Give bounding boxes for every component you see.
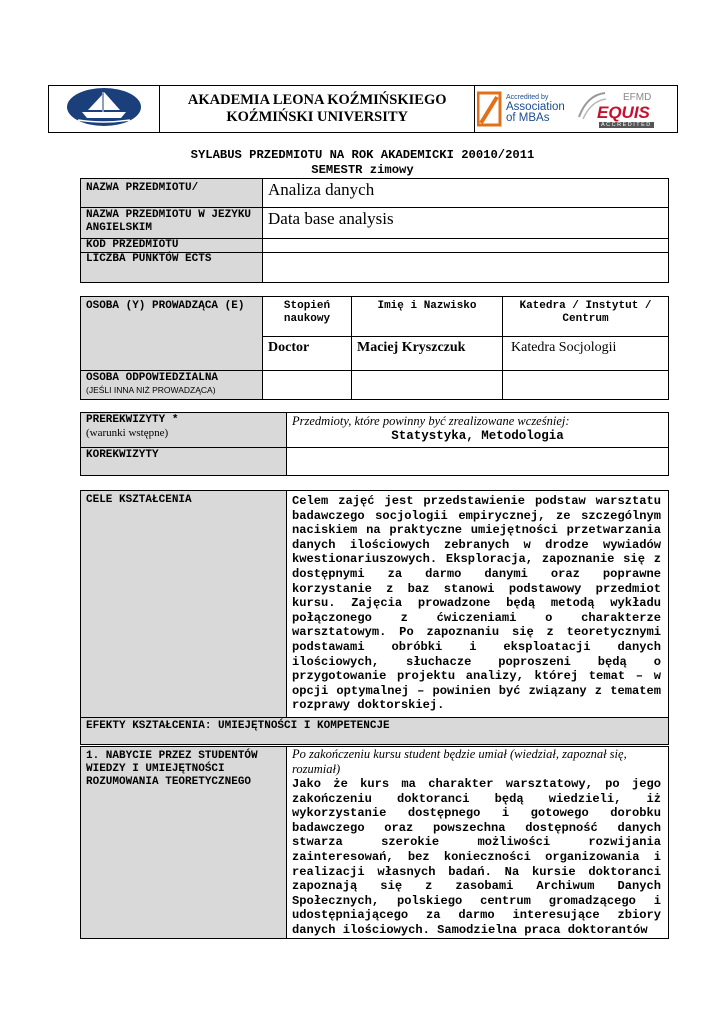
degree-header-cell	[263, 297, 352, 337]
amba-logo	[477, 91, 571, 127]
university-name-en: KOŹMIŃSKI UNIVERSITY	[226, 109, 409, 125]
kozminski-logo	[66, 87, 142, 127]
course-name-label-cell	[81, 179, 263, 208]
syllabus-title-line2: SEMESTR zimowy	[311, 163, 414, 177]
coreq-value-cell	[287, 448, 669, 476]
responsible-dept-cell	[503, 371, 669, 400]
outcome-item1-label: 1. NABYCIE PRZEZ STUDENTÓW WIEDZY I UMIEJĘTNOŚCI ROZUMOWANIA TEORETYCZNEGO	[86, 750, 258, 788]
responsible-degree-cell	[263, 371, 352, 400]
dept-value-cell	[503, 337, 669, 371]
logo-cell	[49, 86, 160, 133]
prereq-label-cell	[81, 413, 287, 448]
amba-name-line2: of MBAs	[506, 112, 550, 124]
goals-label-cell	[81, 491, 287, 718]
dept-header-cell	[503, 297, 669, 337]
prereq-table	[80, 412, 669, 476]
goals-text: Celem zajęć jest przedstawienie podstaw warsztatu badawczego socjologii empirycznej, ze szczególnym naciskiem na praktyczne umiejętności przetwarzania danych ilościowych zebranych w drodze wywiadów kwestionariuszowych. Eksploracja, zapoznanie się z dostępnymi za darmo danymi oraz poprawne korzystanie z baz stanowi podstawowy przedmiot kursu. Zajęcia prowadzone będą metodą wykładu połączonego z ćwiczeniami o charakterze warsztatowym. Po zapoznaniu się z teoretycznymi podstawami obróbki i eksploatacji danych ilościowych, słuchacze poproszeni będą o przygotowanie projektu analizy, której temat – w opcji optymalnej – powinien być związany z tematem rozprawy doktorskiej.	[292, 494, 661, 713]
efmd-label: EFMD	[623, 92, 652, 103]
lecturer-name: Maciej Kryszczuk	[357, 340, 466, 355]
outcome-item1-text: Jako że kurs ma charakter warsztatowy, po jego zakończeniu doktoranci będą wiedzieli, iż wykorzystanie dostępnego i gotowego dorobku badawczego oraz powszechna dostępność danych stwarza szerokie możliwości rozwijania zainteresowań, bez konieczności organizowania i realizacji własnych badań. Na kursie doktoranci zapoznają się z zasobami Archiwum Danych Społecznych, polskiego centrum gromadzącego i udostępniającego za darmo interesujące zbiory danych ilościowych. Samodzielna praca doktorantów	[292, 777, 661, 937]
prereq-value: Statystyka, Metodologia	[391, 429, 564, 443]
responsible-name-cell	[352, 371, 503, 400]
responsible-label: OSOBA ODPOWIEDZIALNA	[86, 372, 219, 384]
ects-value-cell	[263, 253, 669, 283]
course-name-en-value: Data base analysis	[268, 209, 394, 228]
persons-table	[80, 296, 669, 400]
university-name-cell	[160, 86, 475, 133]
outcome-item1-text-cell	[287, 747, 669, 939]
syllabus-title-line1: SYLABUS PRZEDMIOTU NA ROK AKADEMICKI 20010/2011	[190, 148, 535, 162]
course-name-en-cell	[263, 208, 669, 239]
leader-label-cell	[81, 297, 263, 371]
dept-header: Katedra / Instytut / Centrum	[519, 300, 652, 325]
course-name-en-label: NAZWA PRZEDMIOTU W JEZYKU ANGIELSKIM	[86, 209, 252, 234]
course-table	[80, 178, 669, 283]
name-header-cell	[352, 297, 503, 337]
course-code-label: KOD PRZEDMIOTU	[86, 239, 179, 251]
degree-value-cell	[263, 337, 352, 371]
accreditation-cell	[475, 86, 678, 133]
dept-value: Katedra Socjologii	[511, 340, 617, 355]
course-name-cell	[263, 179, 669, 208]
university-name-pl: AKADEMIA LEONA KOŹMIŃSKIEGO	[187, 92, 447, 108]
name-header: Imię i Nazwisko	[377, 300, 477, 312]
prereq-hint: Przedmioty, które powinny być zrealizowane wcześniej:	[292, 414, 570, 428]
responsible-label-cell	[81, 371, 263, 400]
degree-header: Stopień naukowy	[283, 300, 331, 325]
course-code-label-cell	[81, 239, 263, 253]
amba-accredited-by: Accredited by	[506, 94, 549, 101]
responsible-note: (JEŚLI INNA NIŻ PROWADZĄCA)	[86, 385, 216, 395]
ects-label: LICZBA PUNKTÓW ECTS	[86, 253, 212, 265]
course-name-en-label-cell	[81, 208, 263, 239]
equis-accredited: ACCREDITED	[601, 122, 652, 128]
amba-mark-icon	[477, 91, 503, 127]
coreq-label: KOREKWIZYTY	[86, 449, 159, 461]
goals-label: CELE KSZTAŁCENIA	[86, 494, 192, 506]
course-code-value-cell	[263, 239, 669, 253]
coreq-label-cell	[81, 448, 287, 476]
outcome-item1-hint: Po zakończeniu kursu student będzie umiał (wiedział, zapoznał się, rozumiał)	[292, 747, 627, 776]
goals-text-cell	[287, 491, 669, 718]
outcome-item1-table	[80, 746, 669, 939]
degree-value: Doctor	[268, 340, 310, 355]
prereq-value-cell	[287, 413, 669, 448]
equis-logo	[577, 87, 677, 131]
goals-table	[80, 490, 669, 745]
outcomes-section-label: EFEKTY KSZTAŁCENIA: UMIEJĘTNOŚCI I KOMPETENCJE	[86, 720, 390, 732]
prereq-label: PREREKWIZYTY *	[86, 414, 179, 426]
course-name-value: Analiza danych	[268, 180, 375, 199]
ects-label-cell	[81, 253, 263, 283]
outcome-item1-label-cell	[81, 747, 287, 939]
course-name-label: NAZWA PRZEDMIOTU/	[86, 182, 199, 194]
outcomes-section-cell	[81, 718, 669, 745]
equis-label: EQUIS	[597, 103, 650, 122]
name-value-cell	[352, 337, 503, 371]
prereq-sublabel: (warunki wstępne)	[86, 427, 169, 439]
header-table	[48, 85, 678, 133]
syllabus-title	[60, 148, 665, 178]
leader-label: OSOBA (Y) PROWADZĄCA (E)	[86, 300, 245, 312]
amba-name-line1: Association	[506, 101, 565, 113]
